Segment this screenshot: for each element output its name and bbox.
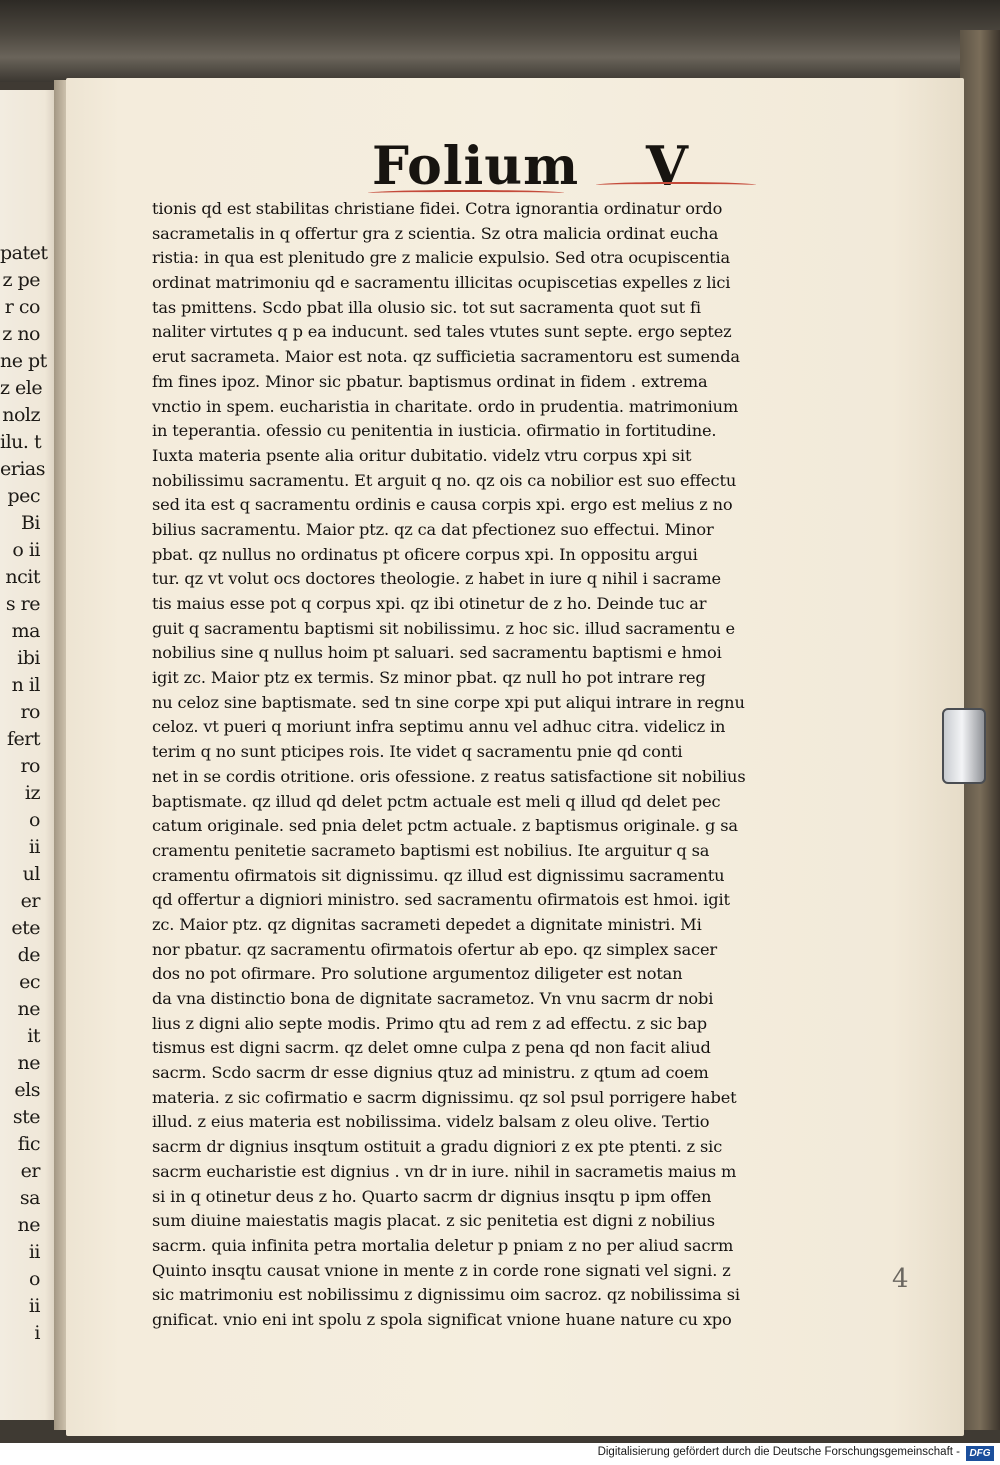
text-line: illud. z eius materia est nobilissima. videlz balsam z oleu olive. Tertio — [152, 1112, 710, 1132]
facing-page-fragment: z pe — [2, 269, 40, 291]
facing-page-fragment: er — [20, 1160, 40, 1182]
facing-page-fragment: ma — [11, 620, 40, 642]
book-clasp — [942, 708, 986, 784]
footer-credit: Digitalisierung gefördert durch die Deutsche Forschungsgemeinschaft - — [597, 1446, 960, 1458]
text-line: cramentu ofirmatois sit dignissimu. qz illud est dignissimu sacramentu — [152, 865, 725, 885]
facing-page-fragment: n il — [11, 674, 40, 696]
text-line: ristia: in qua est plenitudo gre z malicie expulsio. Sed otra ocupiscentia — [152, 248, 731, 268]
facing-page-fragment: fert — [7, 728, 40, 750]
rubric-underline — [368, 190, 564, 196]
text-line: tis maius esse pot q corpus xpi. qz ibi otinetur de z ho. Deinde tuc ar — [152, 594, 707, 613]
text-line: zc. Maior ptz. qz dignitas sacrameti depedet a dignitate ministri. Mi — [152, 914, 702, 934]
folio-heading: Folium — [372, 136, 580, 197]
facing-page-fragment: o — [29, 809, 40, 831]
facing-page-fragment: o ii — [12, 539, 40, 561]
facing-page-fragment: fic — [17, 1133, 40, 1155]
text-line: tas pmittens. Scdo pbat illa olusio sic. tot sut sacramenta quot sut fi — [152, 297, 701, 317]
facing-page-fragment: ne pt — [0, 350, 47, 372]
text-line: sum diuine maiestatis magis placat. z sic penitetia est digni z nobilius — [152, 1211, 715, 1231]
facing-page-fragment: iz — [24, 782, 40, 804]
folio-number: V — [646, 134, 688, 198]
facing-page-fragment: it — [27, 1025, 40, 1047]
facing-page-fragment: ro — [20, 701, 40, 723]
text-line: guit q sacramentu baptismi sit nobilissimu. z hoc sic. illud sacramentu e — [152, 618, 735, 638]
facing-page-fragment: Bi — [20, 512, 40, 534]
facing-page-fragment: ete — [11, 917, 40, 939]
text-line: nobilissimu sacramentu. Et arguit q no. qz ois ca nobilior est suo effectu — [152, 470, 737, 490]
facing-page-fragment: z ele — [0, 377, 43, 399]
text-line: Iuxta materia psente alia oritur dubitatio. videlz vtru corpus xpi sit — [152, 445, 692, 465]
facing-page-fragment: er — [20, 890, 40, 912]
text-line: net in se cordis otritione. oris ofessione. z reatus satisfactione sit nobilius — [152, 766, 746, 786]
facing-page-fragment: nolz — [2, 404, 40, 426]
facing-page-fragment: els — [14, 1079, 40, 1101]
text-line: Quinto insqtu causat vnione in mente z in corde rone signati vel signi. z — [152, 1260, 731, 1280]
facing-page-fragment: ii — [28, 836, 40, 858]
facing-page-fragment: ec — [19, 971, 40, 993]
facing-page-fragment: de — [17, 944, 40, 966]
text-line: dos no pot ofirmare. Pro solutione argumentoz diligeter est notan — [152, 964, 683, 984]
text-line: fm fines ipoz. Minor sic pbatur. baptismus ordinat in fidem . extrema — [152, 371, 708, 391]
facing-page-fragment: ul — [22, 863, 40, 885]
facing-page-fragment: sa — [19, 1187, 40, 1209]
rubric-underline — [596, 182, 756, 188]
facing-page-fragment: ne — [17, 1214, 40, 1236]
text-line: pbat. qz nullus no ordinatus pt oficere corpus xpi. In oppositu argui — [152, 544, 698, 564]
book-head-edge — [0, 0, 1000, 82]
text-line: nor pbatur. qz sacramentu ofirmatois ofertur ab epo. qz simplex sacer — [152, 939, 718, 959]
pencil-mark: 4 — [892, 1264, 909, 1294]
facing-page-fragment: ste — [12, 1106, 40, 1128]
facing-page-fragment: ncit — [5, 566, 40, 588]
text-line: da vna distinctio bona de dignitate sacrametoz. Vn vnu sacrm dr nobi — [152, 989, 714, 1008]
text-line: sic matrimoniu est nobilissimu z dignissimu oim sacroz. qz nobilissima si — [152, 1285, 740, 1305]
facing-page-fragment: ibi — [17, 647, 40, 669]
text-line: igit zc. Maior ptz ex termis. Sz minor pbat. qz null ho pot intrare reg — [152, 668, 706, 688]
text-line: nobilius sine q nullus hoim pt saluari. sed sacramentu baptismi e hmoi — [152, 643, 722, 663]
text-line: sacrm. Scdo sacrm dr esse dignius qtuz ad ministru. z qtum ad coem — [152, 1063, 709, 1083]
text-line: catum originale. sed pnia delet pctm actuale. z baptismus originale. g sa — [152, 816, 738, 836]
facing-page-fragment: o — [29, 1268, 40, 1290]
text-line: terim q no sunt pticipes rois. Ite videt q sacramentu pnie qd conti — [152, 742, 683, 762]
text-line: sed ita est q sacramentu ordinis e causa corpis xpi. ergo est melius z no — [152, 495, 733, 515]
text-line: sacrm dr dignius insqtum ostituit a gradu digniori z ex pte ptenti. z sic — [152, 1137, 723, 1157]
text-line: tur. qz vt volut ocs doctores theologie. z habet in iure q nihil i sacrame — [152, 569, 721, 589]
text-line: cramentu penitetie sacrameto baptismi est nobilius. Ite arguitur q sa — [152, 840, 710, 860]
facing-page-fragment: r co — [4, 296, 40, 318]
facing-page-fragment: ro — [20, 755, 40, 777]
facing-page-fragment: erias — [0, 458, 45, 480]
footer — [0, 1443, 1000, 1465]
text-line: sacrm. quia infinita petra mortalia deletur p pniam z no per aliud sacrm — [152, 1235, 734, 1255]
text-line: gnificat. vnio eni int spolu z spola significat vnione huane nature cu xpo — [152, 1309, 732, 1329]
text-line: in teperantia. ofessio cu penitentia in iusticia. ofirmatio in fortitudine. — [152, 421, 717, 441]
text-line: qd offertur a digniori ministro. sed sacramentu ofirmatois est hmoi. igit — [152, 890, 730, 910]
facing-page-fragment: z no — [2, 323, 40, 345]
text-line: tionis qd est stabilitas christiane fidei. Cotra ignorantia ordinatur ordo — [152, 199, 723, 218]
facing-page-fragment: ilu. t — [0, 431, 42, 453]
text-line: materia. z sic cofirmatio e sacrm dignissimu. qz sol psul porrigere habet — [152, 1087, 737, 1107]
dfg-logo: DFG — [966, 1446, 994, 1461]
body-text — [152, 197, 774, 1333]
facing-page-fragment: ii — [28, 1241, 40, 1263]
text-line: vnctio in spem. eucharistia in charitate. ordo in prudentia. matrimonium — [152, 396, 739, 416]
text-line: ordinat matrimoniu qd e sacramentu illicitas ocupiscetias expelles z lici — [152, 273, 731, 293]
text-line: tismus est digni sacrm. qz delet omne culpa z pena qd non facit aliud — [152, 1038, 711, 1058]
text-line: celoz. vt pueri q moriunt infra septimu annu vel adhuc citra. videlicz in — [152, 717, 726, 737]
facing-page-fragment: ii — [28, 1295, 40, 1317]
text-line: erut sacrameta. Maior est nota. qz sufficietia sacramentoru est sumenda — [152, 347, 740, 367]
text-line: lius z digni alio septe modis. Primo qtu ad rem z ad effectu. z sic bap — [152, 1013, 707, 1033]
facing-page-fragment: s re — [5, 593, 40, 615]
text-line: naliter virtutes q p ea inducunt. sed tales vtutes sunt septe. ergo septez — [152, 322, 732, 342]
facing-page-fragment: patet — [0, 242, 48, 264]
text-line: baptismate. qz illud qd delet pctm actuale est meli q illud qd delet pec — [152, 791, 721, 811]
text-line: sacrm eucharistie est dignius . vn dr in iure. nihil in sacrametis maius m — [152, 1161, 737, 1181]
facing-page-fragment: i — [34, 1322, 40, 1344]
text-line: nu celoz sine baptismate. sed tn sine corpe xpi put aliqui intrare in regnu — [152, 692, 745, 712]
text-line: sacrametalis in q offertur gra z scientia. Sz otra malicia ordinat eucha — [152, 223, 719, 243]
facing-page-fragment: ne — [17, 1052, 40, 1074]
facing-page-fragment: ne — [17, 998, 40, 1020]
facing-page-fragment: pec — [7, 485, 40, 507]
text-line: bilius sacramentu. Maior ptz. qz ca dat pfectionez suo effectui. Minor — [152, 519, 714, 539]
text-line: si in q otinetur deus z ho. Quarto sacrm dr dignius insqtu p ipm offen — [152, 1186, 712, 1206]
